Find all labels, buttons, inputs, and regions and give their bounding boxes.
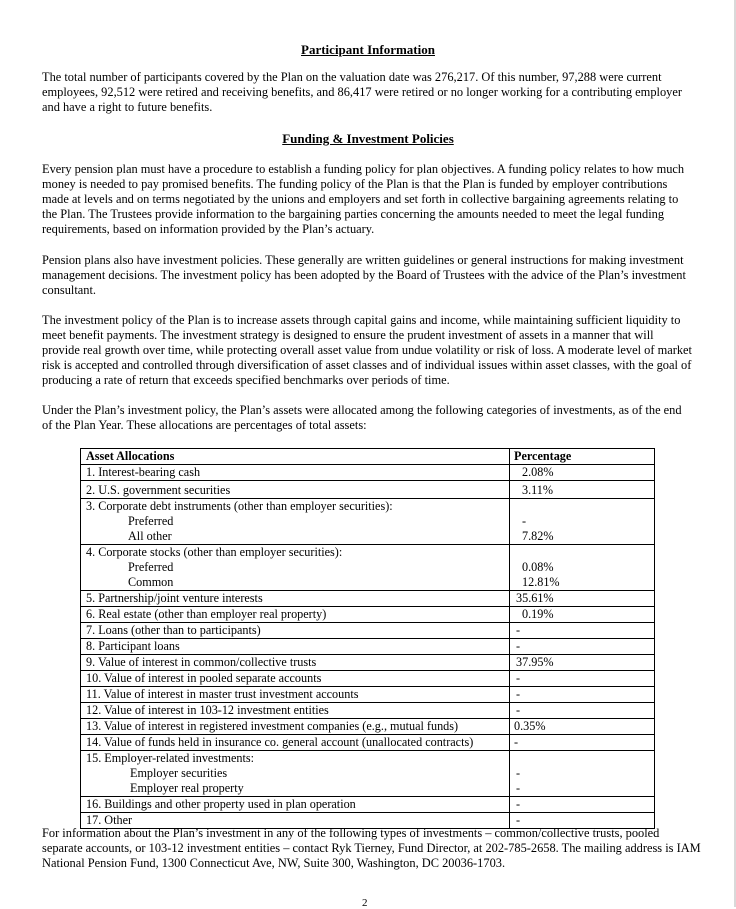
- row-percentage: 0.19%: [510, 607, 655, 623]
- row-percentage: -: [510, 671, 655, 687]
- header-asset-allocations: Asset Allocations: [81, 449, 510, 465]
- row-percentages: [510, 545, 655, 591]
- row-percentage: 37.95%: [510, 655, 655, 671]
- row-sublabel: Preferred: [128, 560, 174, 574]
- row-label: 10. Value of interest in pooled separate accounts: [81, 671, 510, 687]
- row-label: 17. Other: [81, 813, 510, 829]
- row-percentages: [510, 751, 655, 797]
- row-percentage: -: [516, 781, 521, 795]
- funding-paragraph-3: The investment policy of the Plan is to increase assets through capital gains and income, while maintaining sufficient liquidity to meet benefit payments. The investment strategy is designed to ensure the prudent investment of assets in a manner that will provide real growth over time, while protecting overall asset value from undue volatility or risk of loss. A moderate level of market risk is accepted and controlled through diversification of asset classes and of individual issues within asset classes, with the goal of producing a rate of return that exceeds specified benchmarks over periods of time.: [42, 313, 692, 387]
- row-label: 11. Value of interest in master trust investment accounts: [81, 687, 510, 703]
- participant-heading: Participant Information: [301, 42, 435, 57]
- table-row: [81, 751, 655, 797]
- row-percentage: -: [510, 623, 655, 639]
- table-row: [81, 703, 655, 719]
- row-label: 3. Corporate debt instruments (other than employer securities):: [86, 499, 393, 513]
- row-sublabel: Employer securities: [130, 766, 228, 780]
- row-percentage: 7.82%: [522, 529, 554, 543]
- row-label: 15. Employer-related investments:: [86, 751, 254, 765]
- row-label: 7. Loans (other than to participants): [81, 623, 510, 639]
- table-row: [81, 687, 655, 703]
- table-row: [81, 655, 655, 671]
- table-row: [81, 719, 655, 735]
- row-percentage: -: [510, 797, 655, 813]
- table-row: [81, 623, 655, 639]
- participant-paragraph: The total number of participants covered by the Plan on the valuation date was 276,217. Of this number, 97,288 were current employees, 92,512 were retired and receiving benefits, and 86,417 were retired or no longer working for a contributing employer and have a right to future benefits.: [42, 70, 682, 114]
- row-percentage: 0.35%: [510, 719, 655, 735]
- row-percentage: 2.08%: [510, 465, 655, 481]
- row-percentage: -: [510, 813, 655, 829]
- row-percentages: [510, 499, 655, 545]
- row-label: 4. Corporate stocks (other than employer securities):: [86, 545, 343, 559]
- row-percentage: -: [516, 766, 521, 780]
- row-label: 8. Participant loans: [81, 639, 510, 655]
- row-percentage: 3.11%: [510, 481, 655, 499]
- row-percentage: -: [510, 703, 655, 719]
- footer-paragraph: For information about the Plan’s investment in any of the following types of investments – common/collective trusts, pooled separate accounts, or 103-12 investment entities – contact Ryk Tierney, Fund Director, at 202-785-2658. The mailing address is IAM National Pension Fund, 1300 Connecticut Ave, NW, Suite 300, Washington, DC 20036-1703.: [42, 826, 701, 870]
- table-row: [81, 465, 655, 481]
- table-row: [81, 481, 655, 499]
- row-label: 14. Value of funds held in insurance co. general account (unallocated contracts): [81, 735, 510, 751]
- table-row: [81, 797, 655, 813]
- row-sublabel: Employer real property: [130, 781, 244, 795]
- row-group: [81, 751, 510, 797]
- row-label: 2. U.S. government securities: [81, 481, 510, 499]
- funding-heading: Funding & Investment Policies: [282, 131, 454, 146]
- row-label: 13. Value of interest in registered investment companies (e.g., mutual funds): [81, 719, 510, 735]
- funding-paragraph-4: Under the Plan’s investment policy, the Plan’s assets were allocated among the following categories of investments, as of the end of the Plan Year. These allocations are percentages of total assets:: [42, 403, 682, 432]
- row-sublabel: Common: [128, 575, 174, 589]
- page-number: 2: [362, 897, 368, 909]
- row-percentage: 35.61%: [510, 591, 655, 607]
- funding-paragraph-1: Every pension plan must have a procedure to establish a funding policy for plan objectives. A funding policy relates to how much money is needed to pay promised benefits. The funding policy of the Plan is that the Plan is funded by employer contributions made at levels and on terms negotiated by the unions and employers and set forth in collective bargaining agreements relating to the Plan. The Trustees provide information to the bargaining parties concerning the amounts needed to meet the legal funding requirements, based on information provided by the Plan’s actuary.: [42, 162, 685, 236]
- row-sublabel: Preferred: [128, 514, 174, 528]
- table-header-row: [81, 449, 655, 465]
- table-row: [81, 499, 655, 545]
- row-percentage: 12.81%: [522, 575, 560, 589]
- row-label: 12. Value of interest in 103-12 investment entities: [81, 703, 510, 719]
- row-percentage: -: [510, 639, 655, 655]
- row-sublabel: All other: [128, 529, 172, 543]
- header-percentage: Percentage: [510, 449, 655, 465]
- table-row: [81, 591, 655, 607]
- asset-allocation-table: [80, 448, 655, 829]
- row-percentage: -: [510, 687, 655, 703]
- table-row: [81, 735, 655, 751]
- table-row: [81, 671, 655, 687]
- table-row: [81, 639, 655, 655]
- table-row: [81, 545, 655, 591]
- row-label: 9. Value of interest in common/collective trusts: [81, 655, 510, 671]
- row-percentage: -: [522, 514, 527, 528]
- funding-paragraph-2: Pension plans also have investment policies. These generally are written guidelines or general instructions for making investment management decisions. The investment policy has been adopted by the Board of Trustees with the advice of the Plan’s investment consultant.: [42, 253, 686, 297]
- table-row: [81, 607, 655, 623]
- row-label: 6. Real estate (other than employer real property): [81, 607, 510, 623]
- row-percentage: -: [510, 735, 655, 751]
- row-percentage: 0.08%: [522, 560, 554, 574]
- row-label: 1. Interest-bearing cash: [81, 465, 510, 481]
- row-label: 16. Buildings and other property used in plan operation: [81, 797, 510, 813]
- row-group: [81, 545, 510, 591]
- row-group: [81, 499, 510, 545]
- row-label: 5. Partnership/joint venture interests: [81, 591, 510, 607]
